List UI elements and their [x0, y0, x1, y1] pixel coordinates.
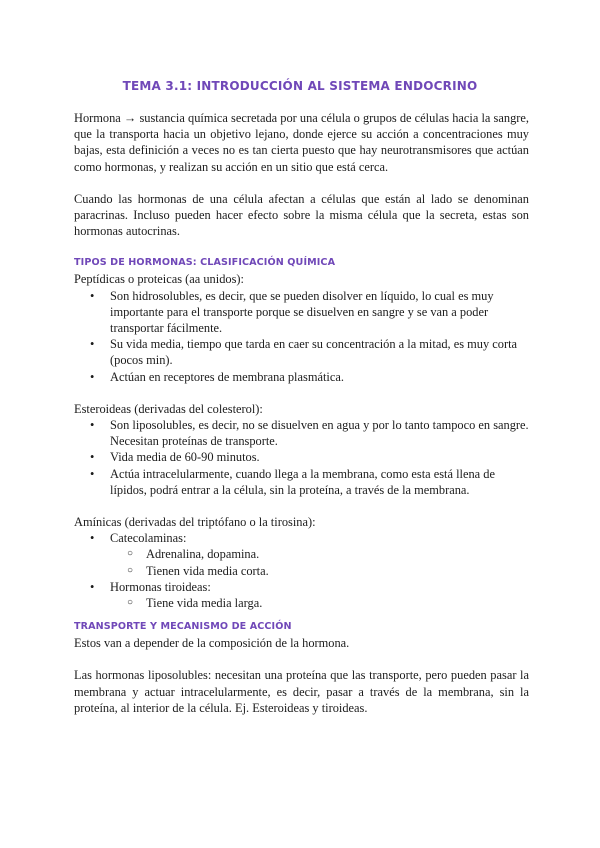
list-item: • Son hidrosolubles, es decir, que se pueden disolver en líquido, lo cual es muy importante para el transporte porque se disuelven en sangre y se van a poder transportar fácilmente.: [74, 288, 529, 337]
catecolaminas-sublist: [110, 546, 529, 578]
document-body: [74, 110, 529, 716]
list-item-catecolaminas: [74, 530, 529, 579]
peptidicas-list: [74, 288, 529, 385]
sublist-item: ○ Adrenalina, dopamina.: [110, 546, 529, 562]
list-item: • Actúa intracelularmente, cuando llega a la membrana, como esta está llena de lípidos, podrá entrar a la célula, sin la proteína, a través de la membrana.: [74, 466, 529, 498]
list-item: • Vida media de 60-90 minutos.: [74, 449, 529, 465]
transporte-paragraph-2: Las hormonas liposolubles: necesitan una proteína que las transporte, pero pueden pasar la membrana y actuar intracelularmente, es decir, pasar a través de la membrana, sin la proteína, al interior de la célula. Ej. Esteroideas y tiroideas.: [74, 668, 529, 715]
tiroideas-sublist: [110, 595, 529, 611]
aminicas-label: Amínicas (derivadas del triptófano o la tirosina):: [74, 515, 316, 530]
sublist-item: ○ Tienen vida media corta.: [110, 563, 529, 579]
tiroideas-label: Hormonas tiroideas:: [110, 579, 211, 594]
list-item-tiroideas: [74, 579, 529, 611]
intro-paragraph-1: Hormona → sustancia química secretada por una célula o grupos de células hacia la sangre, que la transporta hacia un objetivo lejano, donde ejerce su acción a concentraciones muy bajas, esta definición a veces no es tan cierta puesto que hay neurotransmisores que actúan como hormonas, y realizan su acción en un sitio que está cerca.: [74, 111, 529, 174]
list-item: • Su vida media, tiempo que tarda en caer su concentración a la mitad, es muy corta (pocos min).: [74, 336, 529, 368]
peptidicas-label: Peptídicas o proteicas (aa unidos):: [74, 272, 244, 287]
section-heading-transporte: TRANSPORTE Y MECANISMO DE ACCIÓN: [74, 621, 292, 633]
transporte-paragraph-1: Estos van a depender de la composición de la hormona.: [74, 636, 350, 651]
list-item: • Actúan en receptores de membrana plasmática.: [74, 369, 529, 385]
intro-paragraph-2: Cuando las hormonas de una célula afectan a células que están al lado se denominan paracrinas. Incluso pueden hacer efecto sobre la misma célula que la secreta, estas son hormonas autocrinas.: [74, 191, 529, 239]
list-item: • Son liposolubles, es decir, no se disuelven en agua y por lo tanto tampoco en sangre. Necesitan proteínas de transporte.: [74, 417, 529, 449]
page-title: TEMA 3.1: INTRODUCCIÓN AL SISTEMA ENDOCRINO: [122, 79, 478, 93]
catecolaminas-label: Catecolaminas:: [110, 531, 187, 546]
esteroideas-list: [74, 417, 529, 498]
sublist-item: ○ Tiene vida media larga.: [110, 595, 529, 611]
section-heading-tipos: TIPOS DE HORMONAS: CLASIFICACIÓN QUÍMICA: [74, 257, 336, 269]
aminicas-list: [74, 530, 529, 611]
esteroideas-label: Esteroideas (derivadas del colesterol):: [74, 401, 263, 416]
